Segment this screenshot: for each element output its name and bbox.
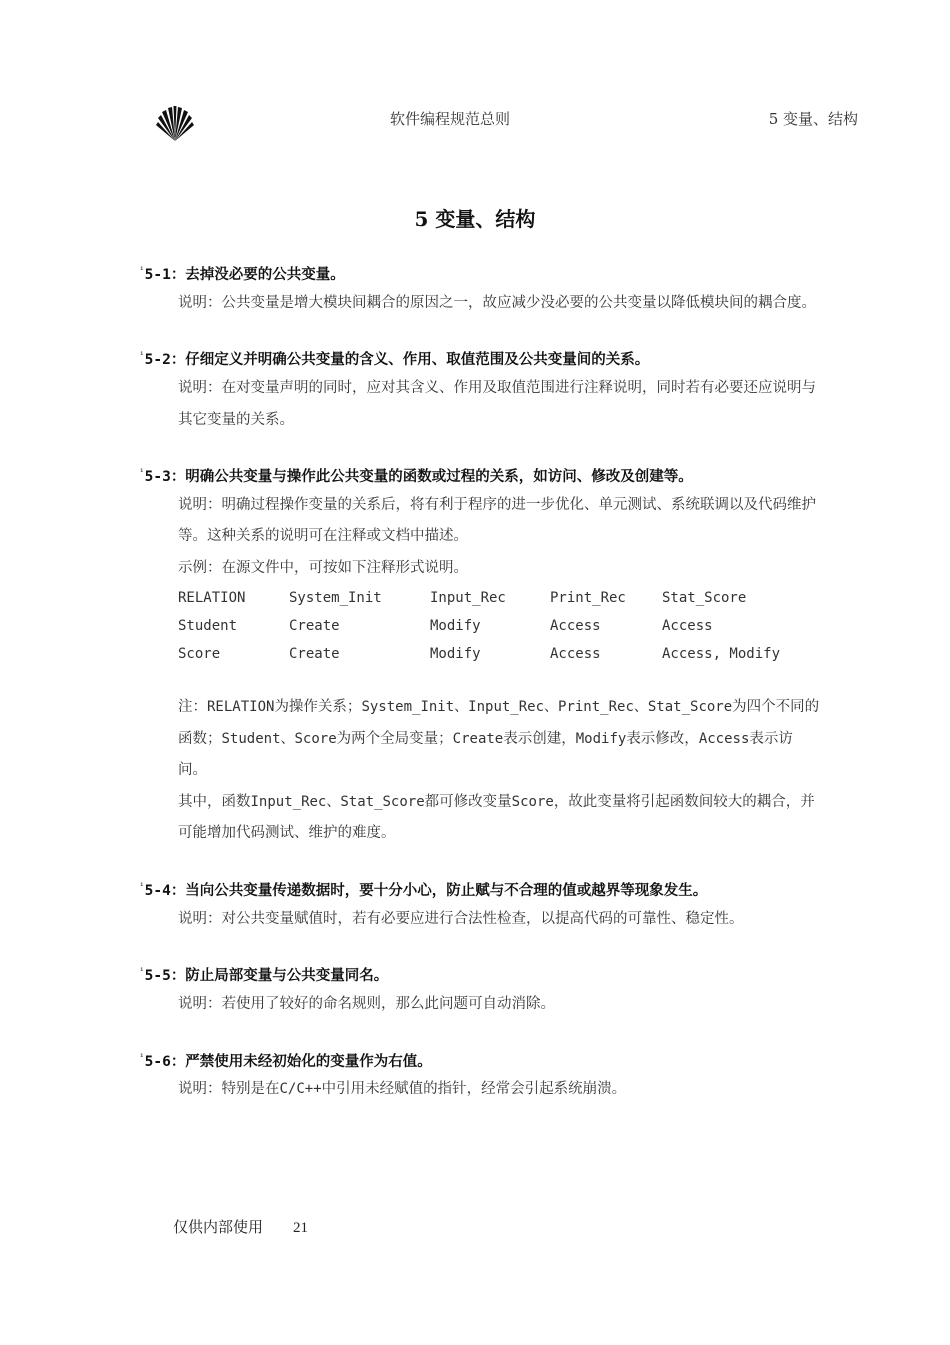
- note-text: 表示创建，: [503, 730, 576, 747]
- rule-id: 5-6: [144, 1053, 171, 1070]
- header-doc-title: 软件编程规范总则: [390, 110, 511, 128]
- rule-marker: ¹: [140, 468, 144, 479]
- note-text: 都可修改变量: [424, 793, 512, 810]
- desc-code: C/C++: [279, 1081, 322, 1098]
- rule-description: 说明：公共变量是增大模块间耦合的原因之一，故应减少没必要的公共变量以降低模块间的耦合度。: [178, 294, 816, 311]
- rule-description: 说明：若使用了较好的命名规则，那么此问题可自动消除。: [178, 996, 555, 1013]
- note-code: Input_Rec、Stat_Score: [250, 793, 425, 810]
- rule-description: [178, 1074, 820, 1106]
- rule-id: 5-3: [144, 468, 171, 485]
- table-cell: Stat_Score: [662, 590, 747, 607]
- note-text: 其中，函数: [178, 793, 251, 810]
- rule-description: 说明：对公共变量赋值时，若有必要应进行合法性检查，以提高代码的可靠性、稳定性。: [178, 910, 744, 927]
- rule-marker: ¹: [140, 967, 144, 978]
- table-cell: Create: [289, 646, 340, 663]
- rule-heading: [140, 874, 820, 904]
- note-code: Access: [698, 730, 750, 747]
- table-row: [178, 584, 780, 612]
- table-cell: Input_Rec: [430, 590, 506, 607]
- rule-5-1: [140, 258, 820, 319]
- note-text: 表示修改，: [626, 730, 699, 747]
- rule-5-3: [140, 460, 820, 850]
- table-cell: Modify: [430, 646, 481, 663]
- table-note: [178, 692, 820, 787]
- rule-heading: [140, 959, 820, 989]
- rule-marker: ¹: [140, 881, 144, 892]
- rule-id: 5-4: [144, 882, 171, 899]
- table-cell: Student: [178, 618, 238, 635]
- spacer: [140, 668, 820, 692]
- note-text: 为两个全局变量；: [336, 730, 453, 747]
- note-code: System_Init、Input_Rec、Print_Rec、Stat_Score: [361, 699, 733, 716]
- table-cell: RELATION: [178, 590, 246, 607]
- note-code: Modify: [575, 730, 627, 747]
- rule-marker: ¹: [140, 1052, 144, 1063]
- example-intro: 示例：在源文件中，可按如下注释形式说明。: [178, 559, 468, 576]
- footer-label: 仅供内部使用: [173, 1218, 264, 1236]
- table-cell: Access: [550, 618, 601, 635]
- rule-marker: ¹: [140, 266, 144, 276]
- rule-heading-text: ：防止局部变量与公共变量同名。: [170, 967, 389, 985]
- desc-text: 中引用未经赋值的指针，经常会引起系统崩溃。: [321, 1081, 627, 1098]
- coupling-note: [178, 787, 820, 850]
- table-cell: Access, Modify: [662, 646, 781, 663]
- table-cell: Score: [178, 646, 221, 663]
- rule-5-4: [140, 874, 820, 935]
- table-cell: Access: [550, 646, 601, 663]
- note-text: 为四个不同的函数；: [178, 699, 820, 747]
- table-cell: Modify: [430, 618, 481, 635]
- rule-heading-text: ：仔细定义并明确公共变量的含义、作用、取值范围及公共变量间的关系。: [170, 351, 650, 369]
- table-cell: System_Init: [289, 590, 382, 607]
- rule-heading-text: ：严禁使用未经初始化的变量作为右值。: [170, 1052, 432, 1070]
- rule-description: 说明：在对变量声明的同时，应对其含义、作用及取值范围进行注释说明，同时若有必要还应说明与其它变量的关系。: [178, 380, 816, 428]
- note-code: Score: [511, 793, 554, 810]
- rule-5-6: [140, 1045, 820, 1106]
- rule-heading: [140, 343, 820, 373]
- relation-table: [178, 584, 780, 668]
- note-text: 为操作关系；: [274, 699, 362, 716]
- note-code: Student、Score: [221, 730, 337, 747]
- desc-text: 说明：特别是在: [178, 1081, 280, 1098]
- note-code: Create: [452, 730, 504, 747]
- rule-5-5: [140, 959, 820, 1020]
- note-code: RELATION: [207, 699, 275, 716]
- rule-id: 5-1: [144, 266, 171, 283]
- rule-heading: [140, 1045, 820, 1075]
- rule-description: 说明：明确过程操作变量的关系后，将有利于程序的进一步优化、单元测试、系统联调以及代码维护等。这种关系的说明可在注释或文档中描述。: [178, 496, 816, 545]
- rule-id: 5-2: [144, 352, 171, 369]
- rule-heading-text: ：当向公共变量传递数据时，要十分小心，防止赋与不合理的值或越界等现象发生。: [170, 881, 708, 899]
- rule-marker: ¹: [140, 351, 144, 362]
- note-text: 注：: [178, 699, 207, 716]
- page-footer: [173, 1216, 308, 1237]
- table-row: [178, 640, 780, 668]
- table-cell: Print_Rec: [550, 590, 626, 607]
- rule-heading-text: ：明确公共变量与操作此公共变量的函数或过程的关系，如访问、修改及创建等。: [170, 467, 693, 485]
- rule-heading-text: ：去掉没必要的公共变量。: [170, 265, 345, 283]
- rules-list: [140, 258, 820, 1130]
- table-row: [178, 612, 780, 640]
- page-number: 21: [293, 1220, 309, 1236]
- rule-heading: [140, 460, 820, 490]
- note-text: ，故此变量将引起函数间较大的耦合，并可能增加代码测试、维护的难度。: [178, 793, 815, 842]
- table-cell: Create: [289, 618, 340, 635]
- table-cell: Access: [662, 618, 713, 635]
- rule-id: 5-5: [144, 968, 171, 985]
- note-text: 表示访问。: [178, 730, 793, 779]
- rule-heading: [140, 258, 820, 288]
- company-logo-icon: [152, 105, 198, 143]
- page-title: 5 变量、结构: [414, 207, 536, 231]
- rule-5-2: [140, 343, 820, 436]
- header-chapter: 5 变量、结构: [768, 110, 858, 128]
